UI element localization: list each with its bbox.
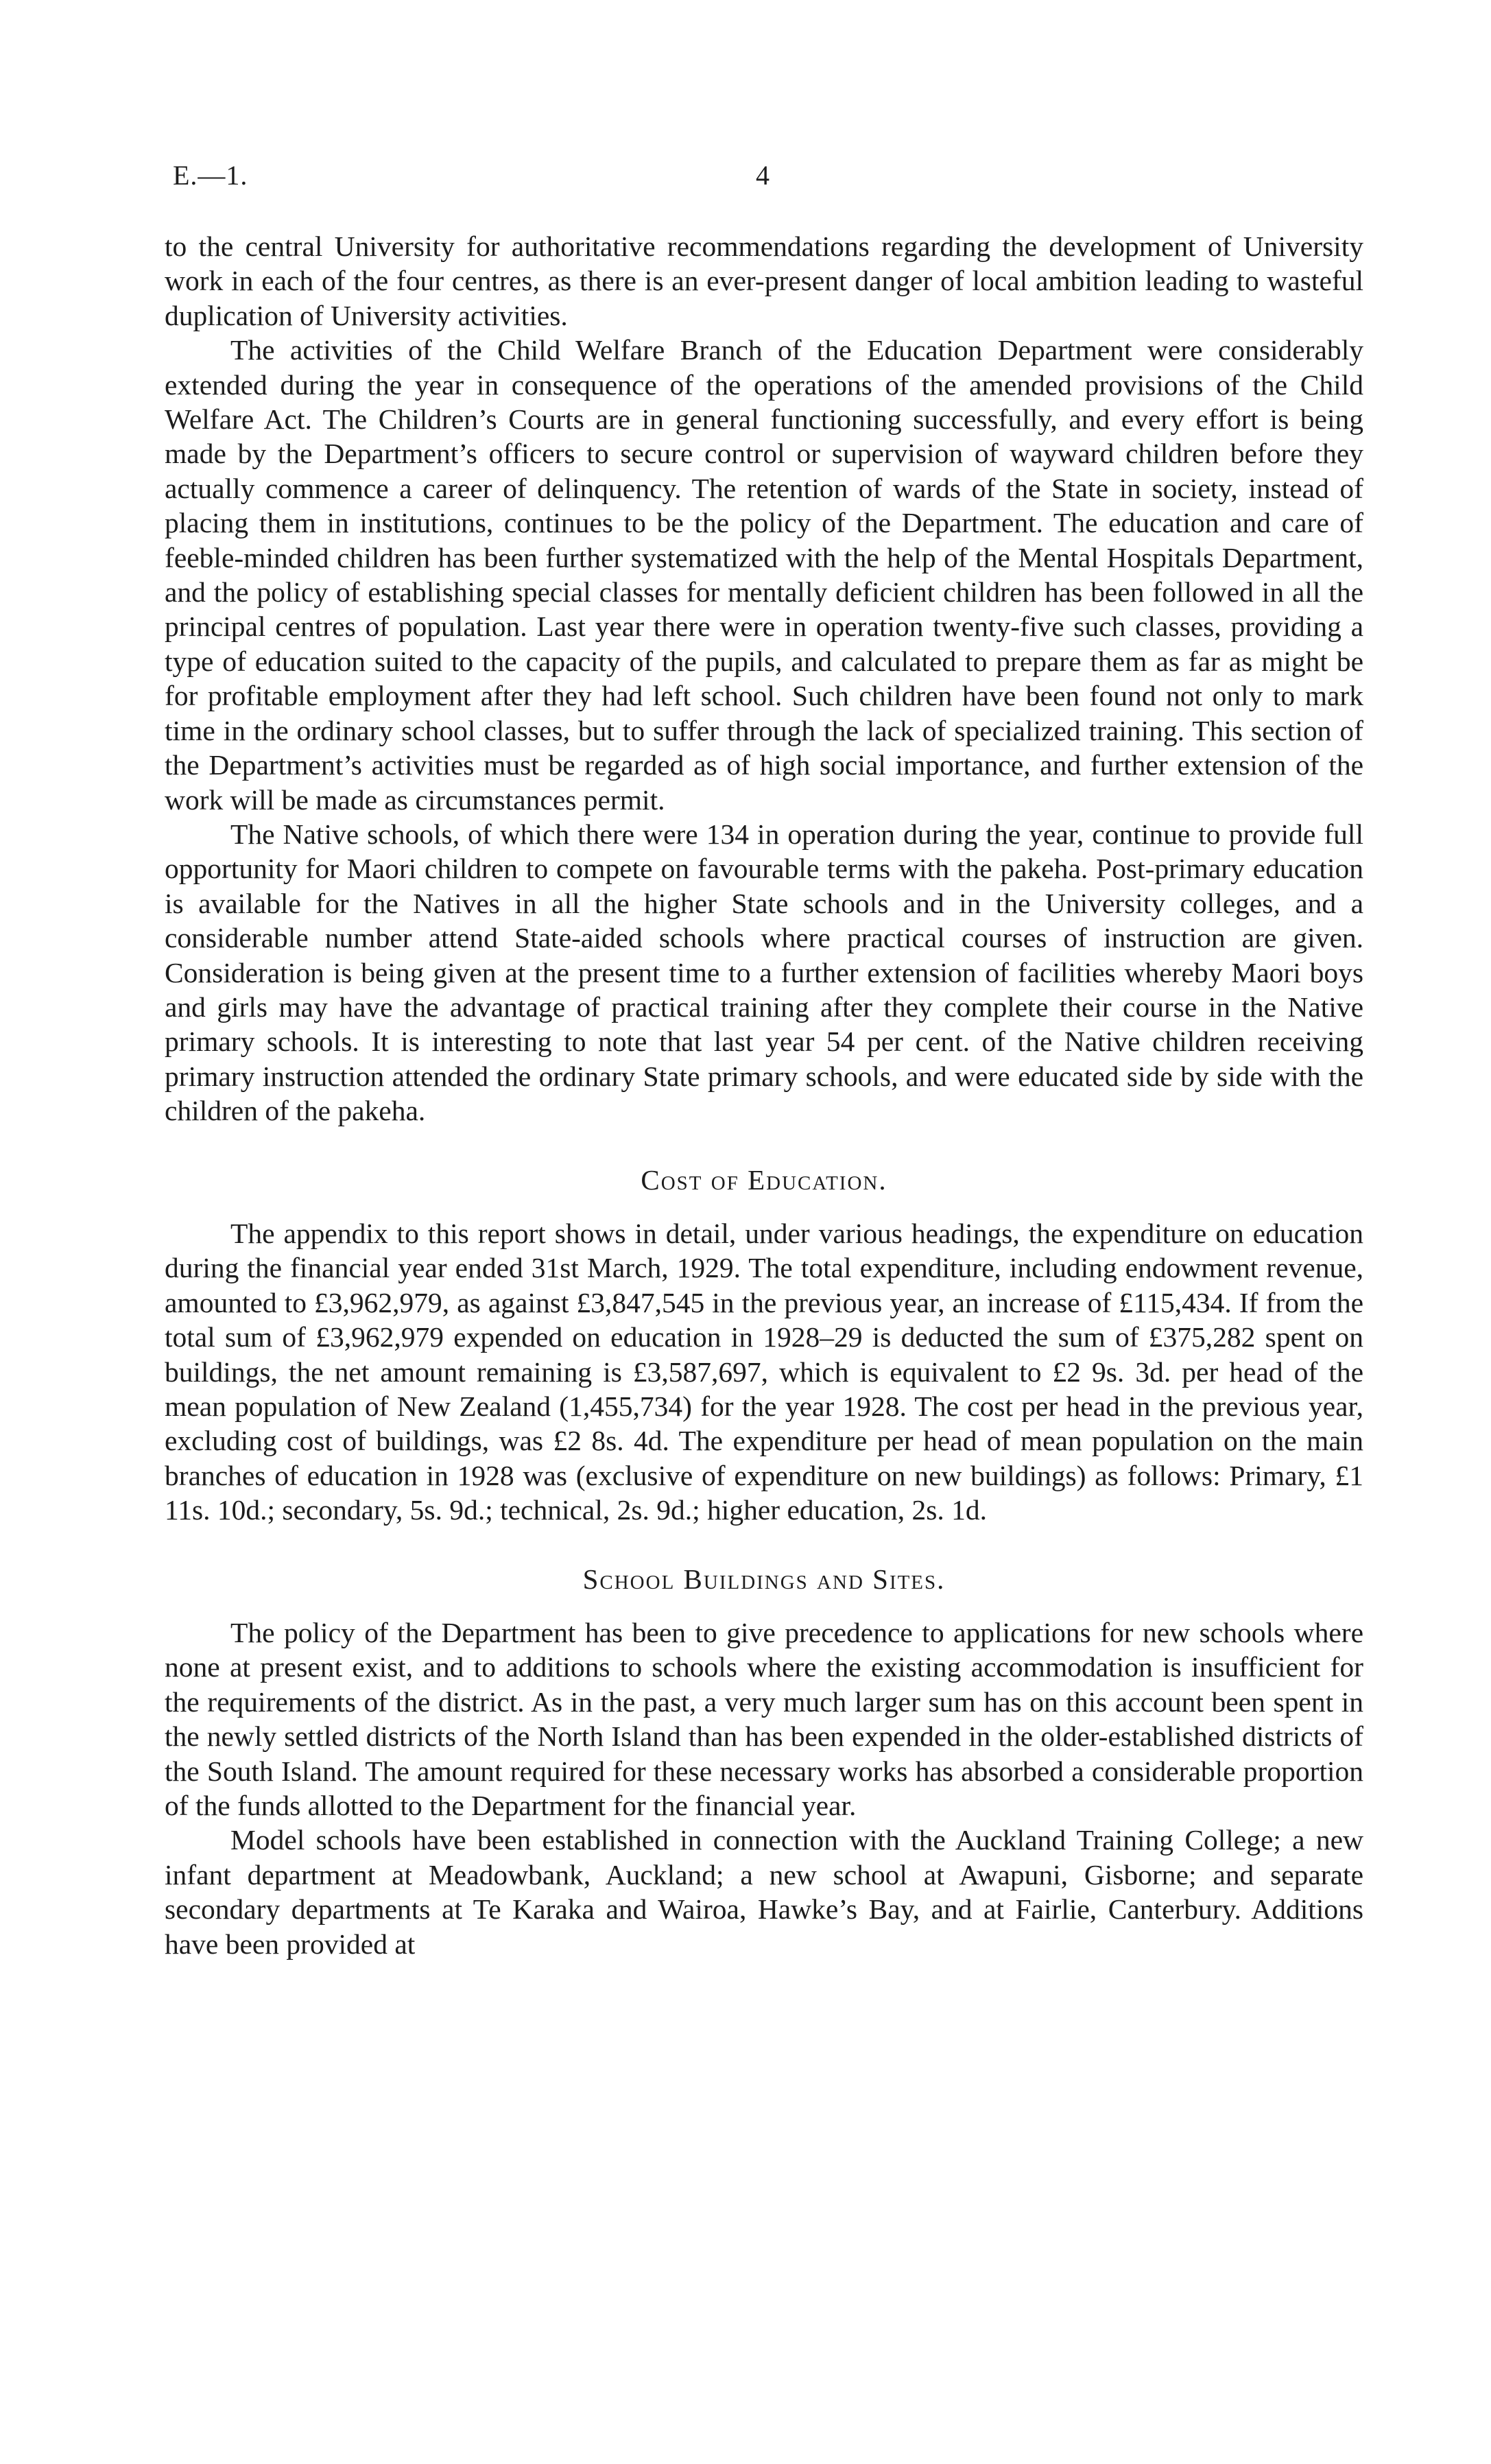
heading-cost-of-education: Cost of Education. [641, 1163, 887, 1196]
page-header [173, 159, 1358, 200]
paragraph-cost-of-education: The appendix to this report shows in detail, under various headings, the expenditure on education during the financial year ended 31st March, 1929. The total expenditure, including endowment revenue, amounted to £3,962,979, as against £3,847,545 in the previous year, an increase of £115,434. If from the total sum of £3,962,979 expended on education in 1928–29 is deducted the sum of £375,282 spent on buildings, the net amount remaining is £3,587,697, which is equivalent to £2 9s. 3d. per head of the mean population of New Zealand (1,455,734) for the year 1928. The cost per head in the previous year, excluding cost of buildings, was £2 8s. 4d. The expenditure per head of mean population on the main branches of education in 1928 was (exclusive of expenditure on new buildings) as follows: Primary, £1 11s. 10d.; secondary, 5s. 9d.; technical, 2s. 9d.; higher education, 2s. 1d. [165, 1217, 1363, 1526]
page-number: 4 [756, 160, 770, 191]
body-text [165, 229, 1363, 1961]
heading-school-buildings: School Buildings and Sites. [582, 1563, 946, 1595]
paragraph-school-buildings-policy: The policy of the Department has been to give precedence to applications for new schools where none at present exist, and to additions to schools where the existing accommodation is insufficient for the requirements of the district. As in the past, a very much larger sum has on this account been spent in the newly settled districts of the North Island than has been expended in the older-established districts of the South Island. The amount required for these necessary works has absorbed a considerable proportion of the funds allotted to the Department for the financial year. [165, 1617, 1363, 1822]
document-reference: E.—1. [173, 160, 248, 191]
paragraph-model-schools: Model schools have been established in connection with the Auckland Training College; a new infant department at Meadowbank, Auckland; a new school at Awapuni, Gisborne; and separate secondary departments at Te Karaka and Wairoa, Hawke’s Bay, and at Fairlie, Canterbury. Additions have been provided at [165, 1824, 1363, 1960]
paragraph-university-continuation: to the central University for authoritative recommendations regarding the development of University work in each of the four centres, as there is an ever-present danger of local ambition leading to wasteful duplication of University activities. [165, 230, 1363, 331]
paragraph-native-schools: The Native schools, of which there were 134 in operation during the year, continue to provide full opportunity for Maori children to compete on favourable terms with the pakeha. Post-primary education is available for the Natives in all the higher State schools and in the University colleges, and a considerable number attend State-aided schools where practical courses of instruction are given. Consideration is being given at the present time to a further extension of facilities whereby Maori boys and girls may have the advantage of practical training after they complete their course in the Native primary schools. It is interesting to note that last year 54 per cent. of the Native children receiving primary instruction attended the ordinary State primary schools, and were educated side by side with the children of the pakeha. [165, 818, 1363, 1127]
paragraph-child-welfare: The activities of the Child Welfare Branch of the Education Department were considerably extended during the year in consequence of the operations of the amended provisions of the Child Welfare Act. The Children’s Courts are in general functioning successfully, and every effort is being made by the Department’s officers to secure control or supervision of wayward children before they actually commence a career of delinquency. The retention of wards of the State in society, instead of placing them in institutions, continues to be the policy of the Department. The education and care of feeble-minded children has been further systematized with the help of the Mental Hospitals Department, and the policy of establishing special classes for mentally deficient children has been followed in all the principal centres of population. Last year there were in operation twenty-five such classes, providing a type of education suited to the capacity of the pupils, and calculated to prepare them as far as might be for profitable employment after they had left school. Such children have been found not only to mark time in the ordinary school classes, but to suffer through the lack of specialized training. This section of the Department’s activities must be regarded as of high social importance, and further extension of the work will be made as circumstances permit. [165, 334, 1363, 816]
